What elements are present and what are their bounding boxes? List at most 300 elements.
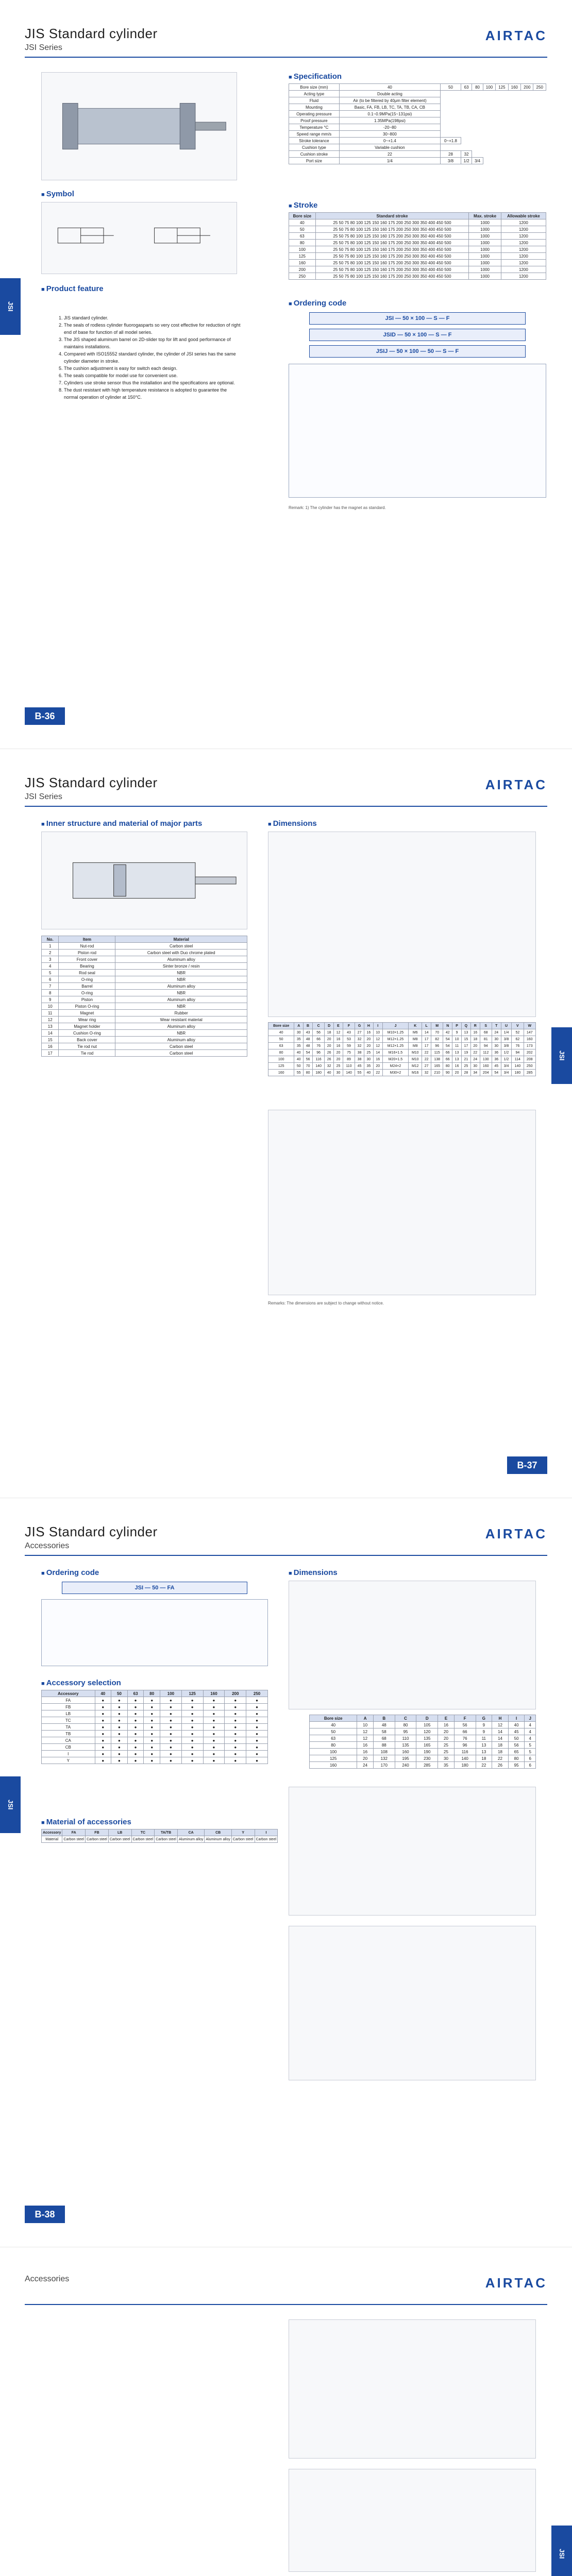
table-cell: ●: [144, 1751, 160, 1757]
table-cell: 27: [422, 1063, 431, 1070]
table-cell: ●: [111, 1697, 128, 1704]
table-row: [289, 117, 546, 124]
table-cell: M30×2: [382, 1070, 409, 1076]
table-cell: 25: [461, 1063, 470, 1070]
table-cell: ●: [95, 1744, 111, 1751]
table-cell: 16: [357, 1742, 374, 1749]
table-cell: 16: [452, 1063, 462, 1070]
table-cell: Double acting: [339, 91, 440, 97]
header-rule: [25, 806, 547, 807]
ordering-code-detail: [289, 364, 546, 498]
table-cell: 160: [480, 1063, 492, 1070]
table-cell: 25: [438, 1742, 455, 1749]
table-cell: ●: [225, 1751, 246, 1757]
table-cell: 40: [325, 1070, 334, 1076]
table-cell: 18: [470, 1036, 480, 1043]
table-row: [310, 1742, 536, 1749]
table-row: [289, 240, 546, 246]
table-header-cell: C: [313, 1023, 325, 1029]
table-cell: 6: [42, 976, 59, 983]
table-cell: 22: [492, 1755, 509, 1762]
table-cell: 14: [422, 1029, 431, 1036]
table-header-cell: L: [422, 1023, 431, 1029]
table-cell: 16: [334, 1036, 343, 1043]
section-stroke: ■ Stroke: [289, 201, 317, 210]
table-cell: 27: [355, 1029, 364, 1036]
table-cell: 13: [42, 1023, 59, 1030]
table-cell: ●: [111, 1704, 128, 1710]
table-cell: TB: [42, 1731, 95, 1737]
brand-logo: AIRTAC: [485, 28, 547, 43]
table-header-cell: 250: [246, 1690, 268, 1697]
feature-item: 5. The cushion adjustment is easy for switch each design.: [64, 365, 242, 372]
table-cell: 1000: [469, 219, 501, 226]
table-row: [42, 996, 247, 1003]
table-row: [42, 1010, 247, 1016]
table-row: [42, 1757, 268, 1764]
table-cell: 40: [310, 1722, 357, 1728]
table-cell: 22: [339, 151, 440, 158]
table-cell: Carbon steel: [131, 1836, 155, 1843]
table-cell: 25 50 75 80 100 125 150 160 175 200 250 300 350 400 450 500: [315, 240, 469, 246]
table-cell: 34: [470, 1070, 480, 1076]
table-header-cell: M: [431, 1023, 443, 1029]
table-cell: 59: [343, 1043, 355, 1049]
section-product-feature: ■ Product feature: [41, 284, 104, 293]
dimension-table: [268, 1022, 536, 1076]
table-cell: 56: [508, 1742, 525, 1749]
table-cell: 14: [492, 1728, 509, 1735]
table-cell: ●: [246, 1697, 268, 1704]
feature-item: 7. Cylinders use stroke sensor thus the installation and the specifications are optional.: [64, 379, 242, 386]
table-cell: 24: [492, 1029, 501, 1036]
table-cell: ●: [181, 1710, 203, 1717]
table-cell: 100: [268, 1056, 294, 1063]
table-cell: ●: [203, 1697, 225, 1704]
table-cell: 63: [268, 1043, 294, 1049]
table-cell: 16: [364, 1029, 373, 1036]
table-row: [268, 1049, 536, 1056]
table-cell: ●: [144, 1710, 160, 1717]
table-cell: 22: [422, 1056, 431, 1063]
table-header-cell: H: [492, 1715, 509, 1722]
page-title: JIS Standard cylinder: [25, 26, 158, 41]
table-header-cell: D: [416, 1715, 438, 1722]
header-rule: [25, 57, 547, 58]
table-header-cell: V: [512, 1023, 524, 1029]
table-cell: ●: [203, 1717, 225, 1724]
table-cell: Port size: [289, 158, 340, 164]
table-row: [289, 144, 546, 151]
table-cell: Acting type: [289, 91, 340, 97]
table-cell: 116: [313, 1056, 325, 1063]
table-cell: 11: [476, 1735, 492, 1742]
table-cell: 13: [452, 1049, 462, 1056]
table-cell: 132: [373, 1755, 395, 1762]
table-row: [42, 1836, 278, 1843]
table-cell: 25 50 75 80 100 125 150 160 175 200 250 300 350 400 450 500: [315, 273, 469, 280]
table-cell: TA: [42, 1724, 95, 1731]
feature-item: 3. The JIS shaped aluminum barrel on 2D-slider top for lift and good performance of maintains installations.: [64, 336, 242, 350]
feature-item: 2. The seals of rodless cylinder fluorogasparts so very cost effective for reduction of right end of base for function of all model series.: [64, 321, 242, 336]
table-cell: ●: [127, 1704, 144, 1710]
table-cell: ●: [95, 1757, 111, 1764]
table-cell: 180: [454, 1762, 476, 1769]
table-cell: 1000: [469, 240, 501, 246]
table-cell: 25 50 75 80 100 125 150 160 175 200 250 300 350 400 450 500: [315, 233, 469, 240]
table-cell: M10×1.25: [382, 1029, 409, 1036]
catalog-page-3: [0, 1498, 572, 2247]
table-row: [42, 950, 247, 956]
table-cell: 230: [416, 1755, 438, 1762]
table-cell: 110: [343, 1063, 355, 1070]
table-cell: Piston rod: [59, 950, 115, 956]
table-cell: 30: [438, 1755, 455, 1762]
table-row: [310, 1728, 536, 1735]
table-header-cell: A: [294, 1023, 304, 1029]
table-cell: 45: [508, 1728, 525, 1735]
table-cell: 1/2: [501, 1049, 512, 1056]
table-cell: ●: [181, 1731, 203, 1737]
table-cell: ●: [246, 1757, 268, 1764]
table-row: [268, 1070, 536, 1076]
table-cell: FA: [42, 1697, 95, 1704]
table-cell: ●: [203, 1710, 225, 1717]
table-cell: ●: [181, 1717, 203, 1724]
table-header-row: [42, 1690, 268, 1697]
page-number: B-38: [25, 2206, 65, 2223]
table-cell: 25 50 75 80 100 125 150 160 175 200 250 300 350 400 450 500: [315, 246, 469, 253]
table-cell: 25 50 75 80 100 125 150 160 175 200 250 300 350 400 450 500: [315, 253, 469, 260]
table-cell: 20: [334, 1049, 343, 1056]
table-row: [289, 131, 546, 138]
table-cell: 22: [476, 1762, 492, 1769]
table-header-cell: F: [343, 1023, 355, 1029]
table-cell: M6: [409, 1029, 422, 1036]
table-cell: 58: [373, 1728, 395, 1735]
table-cell: 5: [42, 970, 59, 976]
table-cell: 42: [443, 1029, 452, 1036]
table-cell: 30~800: [339, 131, 440, 138]
table-cell: 25 50 75 80 100 125 150 160 175 200 250 300 350 400 450 500: [315, 260, 469, 266]
table-cell: 4: [525, 1722, 536, 1728]
section-ordering-code: ■ Ordering code: [289, 299, 346, 308]
table-cell: Front cover: [59, 956, 115, 963]
table-cell: 90: [443, 1070, 452, 1076]
table-cell: Speed range mm/s: [289, 131, 340, 138]
table-cell: 114: [512, 1056, 524, 1063]
table-cell: 32: [422, 1070, 431, 1076]
table-row: [42, 976, 247, 983]
table-cell: NBR: [115, 990, 247, 996]
table-row: [42, 1697, 268, 1704]
table-cell: 22: [470, 1049, 480, 1056]
table-cell: NBR: [115, 970, 247, 976]
table-cell: Carbon steel: [86, 1836, 109, 1843]
page-title: JIS Standard cylinder: [25, 775, 158, 790]
accessory-drawing-3: [289, 1926, 536, 2080]
table-cell: 13: [452, 1056, 462, 1063]
table-cell: ●: [160, 1757, 182, 1764]
table-cell: 30: [294, 1029, 304, 1036]
table-row: [42, 1724, 268, 1731]
table-cell: Aluminum alloy: [115, 1023, 247, 1030]
table-cell: 80: [443, 1063, 452, 1070]
table-header-cell: C: [395, 1715, 416, 1722]
page-number: B-36: [25, 707, 65, 725]
feature-item: 4. Compared with ISO15552 standard cylinder, the cylinder of JSI series has the same cylinder diameter in stroke.: [64, 350, 242, 365]
section-ordering-code: ■ Ordering code: [41, 1568, 99, 1577]
table-cell: 9: [476, 1728, 492, 1735]
table-cell: Material: [42, 1836, 62, 1843]
table-cell: 43: [304, 1029, 313, 1036]
dimension-drawing-2: [268, 1110, 536, 1295]
table-cell: ●: [181, 1744, 203, 1751]
table-cell: 56: [313, 1029, 325, 1036]
table-cell: NBR: [115, 1030, 247, 1037]
table-cell: Carbon steel: [231, 1836, 255, 1843]
table-cell: Variable cushion: [339, 144, 440, 151]
table-cell: Cushion stroke: [289, 151, 340, 158]
table-cell: 20: [438, 1728, 455, 1735]
table-cell: 95: [508, 1762, 525, 1769]
table-cell: 40: [268, 1029, 294, 1036]
table-cell: 0.1~0.9MPa(15~131psi): [339, 111, 440, 117]
table-header-cell: Max. stroke: [469, 213, 501, 219]
table-cell: 50: [310, 1728, 357, 1735]
table-cell: 75: [343, 1049, 355, 1056]
accessory-drawing-2: [289, 2469, 536, 2572]
table-cell: 54: [304, 1049, 313, 1056]
table-header-cell: 160: [203, 1690, 225, 1697]
ordering-code-bar: JSI — 50 × 100 — S — F: [309, 312, 526, 325]
table-cell: Rubber: [115, 1010, 247, 1016]
table-cell: 17: [422, 1043, 431, 1049]
table-cell: FB: [42, 1704, 95, 1710]
table-cell: 17: [42, 1050, 59, 1057]
table-cell: 30: [364, 1056, 373, 1063]
table-header-cell: Item: [59, 936, 115, 943]
table-cell: Fluid: [289, 97, 340, 104]
table-cell: M16: [409, 1070, 422, 1076]
table-row: [289, 104, 546, 111]
table-cell: 30: [492, 1043, 501, 1049]
table-cell: 25 50 75 80 100 125 150 160 175 200 250 300 350 400 450 500: [315, 226, 469, 233]
table-cell: M16×1.5: [382, 1049, 409, 1056]
table-cell: 13: [461, 1029, 470, 1036]
table-cell: Magnet holder: [59, 1023, 115, 1030]
table-row: [289, 219, 546, 226]
table-cell: 65: [508, 1749, 525, 1755]
table-cell: 10: [452, 1036, 462, 1043]
table-cell: ●: [144, 1744, 160, 1751]
table-cell: 95: [395, 1728, 416, 1735]
table-cell: 48: [373, 1722, 395, 1728]
table-cell: 56: [304, 1056, 313, 1063]
table-cell: M8: [409, 1036, 422, 1043]
table-cell: 20: [325, 1043, 334, 1049]
table-cell: 50: [289, 226, 316, 233]
table-cell: ●: [95, 1737, 111, 1744]
table-cell: 12: [357, 1735, 374, 1742]
table-cell: 66: [313, 1036, 325, 1043]
table-cell: 130: [480, 1056, 492, 1063]
table-header-cell: 40: [95, 1690, 111, 1697]
table-cell: Stroke tolerance: [289, 138, 340, 144]
table-cell: ●: [95, 1710, 111, 1717]
table-row: [42, 1043, 247, 1050]
table-cell: 52: [512, 1029, 524, 1036]
table-row: [42, 943, 247, 950]
table-row: [42, 990, 247, 996]
table-cell: ●: [160, 1697, 182, 1704]
table-header-cell: E: [438, 1715, 455, 1722]
table-cell: 50: [508, 1735, 525, 1742]
accessory-material-table: [41, 1829, 278, 1843]
table-cell: 48: [304, 1043, 313, 1049]
table-cell: 94: [512, 1049, 524, 1056]
table-cell: 54: [443, 1036, 452, 1043]
table-cell: ●: [160, 1724, 182, 1731]
table-cell: ●: [225, 1744, 246, 1751]
table-cell: Nut-rod: [59, 943, 115, 950]
feature-item: 8. The dust resistant with high temperature resistance is adopted to guarantee the normal operation of cylinder at 150°C.: [64, 386, 242, 401]
table-cell: 88: [373, 1742, 395, 1749]
table-cell: NBR: [115, 1003, 247, 1010]
table-row: [289, 253, 546, 260]
table-cell: 80: [310, 1742, 357, 1749]
table-cell: 43: [343, 1029, 355, 1036]
table-row: [42, 1037, 247, 1043]
table-cell: ●: [144, 1737, 160, 1744]
table-cell: 112: [480, 1049, 492, 1056]
table-cell: ●: [144, 1704, 160, 1710]
table-cell: 25 50 75 80 100 125 150 160 175 200 250 300 350 400 450 500: [315, 219, 469, 226]
table-cell: ●: [111, 1724, 128, 1731]
table-cell: 66: [443, 1056, 452, 1063]
table-cell: ●: [111, 1710, 128, 1717]
table-cell: 7: [42, 983, 59, 990]
table-cell: Tie rod: [59, 1050, 115, 1057]
table-row: [42, 963, 247, 970]
table-cell: 40: [294, 1056, 304, 1063]
table-cell: TC: [42, 1717, 95, 1724]
table-cell: 80: [304, 1070, 313, 1076]
table-header-cell: I: [255, 1829, 278, 1836]
table-cell: ●: [225, 1697, 246, 1704]
table-cell: Carbon steel: [115, 1050, 247, 1057]
table-cell: 1000: [469, 246, 501, 253]
table-header-cell: E: [334, 1023, 343, 1029]
table-cell: 8: [42, 990, 59, 996]
table-cell: 120: [416, 1728, 438, 1735]
table-cell: 30: [492, 1036, 501, 1043]
table-header-cell: G: [355, 1023, 364, 1029]
table-cell: 15: [461, 1036, 470, 1043]
table-cell: ●: [111, 1737, 128, 1744]
table-cell: 173: [524, 1043, 536, 1049]
table-cell: Bore size (mm): [289, 84, 340, 91]
table-row: [42, 1023, 247, 1030]
table-cell: 0~+1.4: [339, 138, 440, 144]
table-cell: ●: [144, 1731, 160, 1737]
table-header-cell: K: [409, 1023, 422, 1029]
table-row: [42, 1731, 268, 1737]
table-cell: 0~+1.8: [441, 138, 461, 144]
table-cell: 125: [310, 1755, 357, 1762]
table-cell: 80: [268, 1049, 294, 1056]
brand-logo: AIRTAC: [485, 2275, 547, 2291]
feature-item: 1. JIS standard cylinder.: [64, 314, 242, 321]
table-cell: 26: [492, 1762, 509, 1769]
table-header-cell: 100: [160, 1690, 182, 1697]
table-cell: 125: [289, 253, 316, 260]
table-cell: 125: [268, 1063, 294, 1070]
table-cell: ●: [160, 1737, 182, 1744]
table-cell: 89: [343, 1056, 355, 1063]
table-cell: Aluminum alloy: [115, 996, 247, 1003]
table-cell: 4: [525, 1735, 536, 1742]
table-cell: 1200: [501, 233, 546, 240]
table-cell: ●: [127, 1717, 144, 1724]
table-cell: ●: [95, 1751, 111, 1757]
side-tab: JSI: [551, 2526, 572, 2576]
table-cell: ●: [246, 1724, 268, 1731]
table-cell: 25 50 75 80 100 125 150 160 175 200 250 300 350 400 450 500: [315, 266, 469, 273]
table-cell: ●: [111, 1751, 128, 1757]
table-cell: 76: [313, 1043, 325, 1049]
table-row: [289, 97, 546, 104]
table-cell: ●: [181, 1751, 203, 1757]
table-cell: 35: [294, 1036, 304, 1043]
table-cell: Aluminum alloy: [115, 956, 247, 963]
table-header-cell: Bore size: [289, 213, 316, 219]
table-cell: 250: [533, 84, 546, 91]
table-cell: ●: [160, 1717, 182, 1724]
table-cell: 12: [373, 1043, 382, 1049]
table-cell: 53: [343, 1036, 355, 1043]
page-title: JIS Standard cylinder: [25, 1524, 158, 1539]
section-symbol: ■ Symbol: [41, 190, 74, 198]
table-cell: 68: [480, 1029, 492, 1036]
table-cell: Y: [42, 1757, 95, 1764]
brand-logo: AIRTAC: [485, 777, 547, 792]
page-number: B-37: [507, 1456, 547, 1474]
table-cell: Carbon steel: [108, 1836, 131, 1843]
table-cell: 50: [441, 84, 461, 91]
table-cell: ●: [203, 1704, 225, 1710]
table-cell: 20: [470, 1043, 480, 1049]
table-header-cell: 200: [225, 1690, 246, 1697]
table-cell: 180: [313, 1070, 325, 1076]
table-cell: 40: [508, 1722, 525, 1728]
table-cell: ●: [246, 1710, 268, 1717]
table-cell: 35: [438, 1762, 455, 1769]
table-cell: 20: [452, 1070, 462, 1076]
table-cell: 11: [452, 1043, 462, 1049]
table-row: [42, 1751, 268, 1757]
table-cell: 125: [496, 84, 508, 91]
table-cell: ●: [111, 1744, 128, 1751]
header-rule: [25, 2304, 547, 2305]
table-cell: 40: [294, 1049, 304, 1056]
table-cell: 6: [525, 1762, 536, 1769]
table-row: [42, 970, 247, 976]
table-cell: 18: [492, 1742, 509, 1749]
table-cell: 16: [373, 1056, 382, 1063]
table-cell: ●: [127, 1731, 144, 1737]
table-cell: 70: [431, 1029, 443, 1036]
